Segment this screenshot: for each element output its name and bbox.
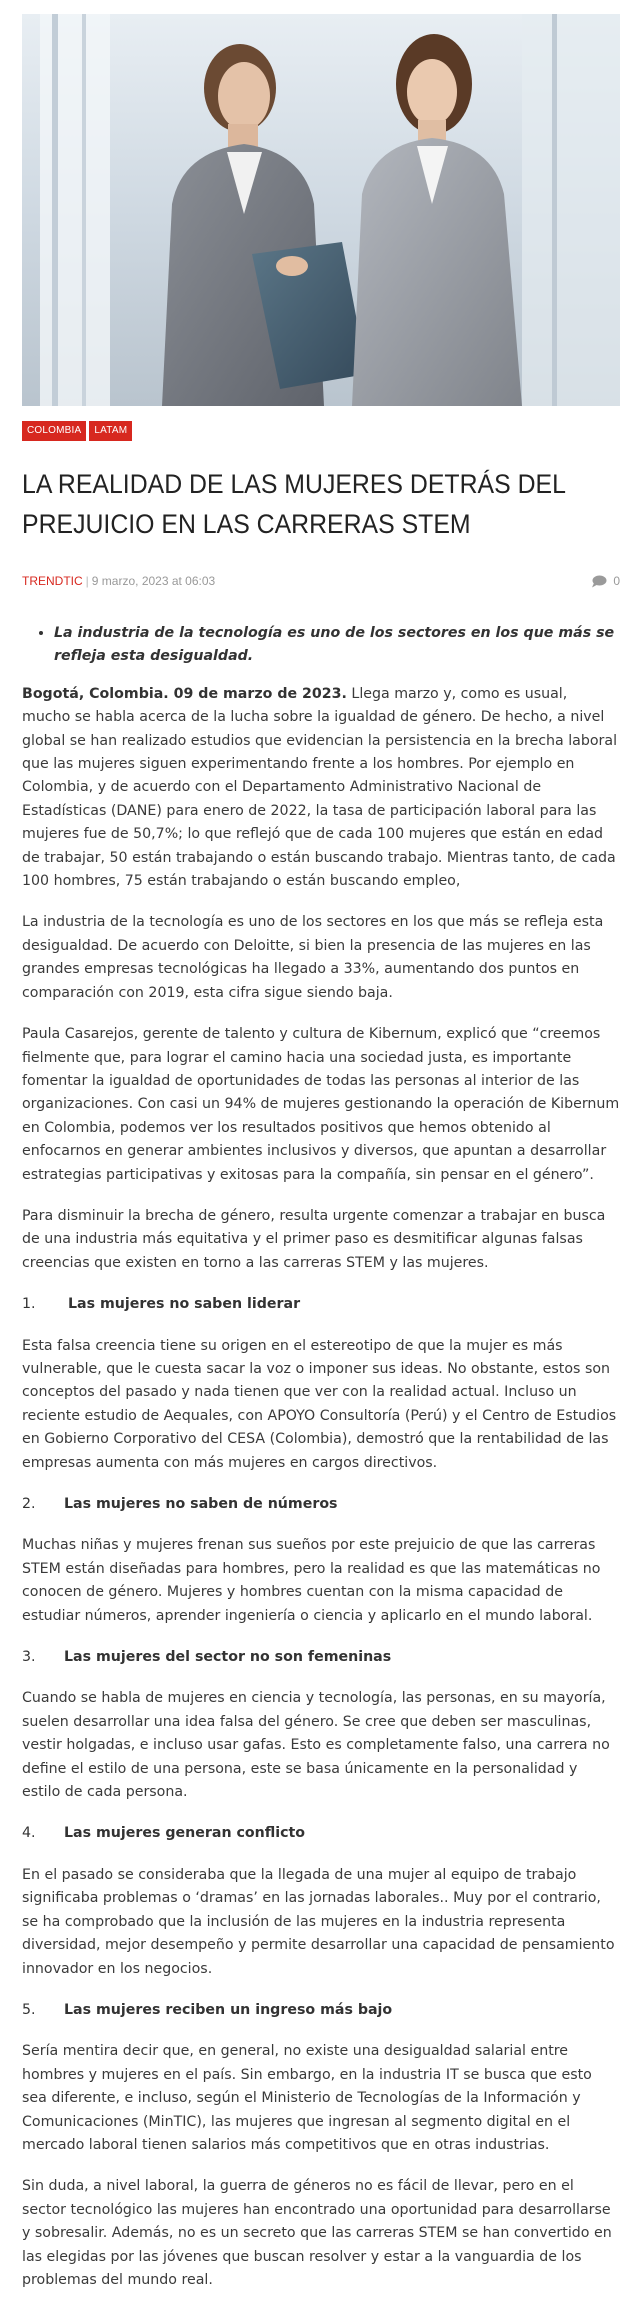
myth-title: Las mujeres generan conflicto <box>64 1825 306 1842</box>
hero-image <box>22 14 620 406</box>
myth-text-2: Muchas niñas y mujeres frenan sus sueños por este prejuicio de que las carreras STEM están diseñadas para hombres, pero la realidad es que las matemáticas no conocen de género. Mujeres y hombres cuentan con la misma capacidad de estudiar números, aprender ingeniería o ciencia y aplicarlo en el mundo laboral. <box>22 1537 601 1624</box>
dateline: Bogotá, Colombia. 09 de marzo de 2023. <box>22 685 347 702</box>
meta-separator: | <box>85 574 89 588</box>
myth-heading-3 <box>22 1646 620 1669</box>
paragraph-quote: Paula Casarejos, gerente de talento y cultura de Kibernum, explicó que “creemos fielmente que, para lograr el camino hacia una sociedad justa, es importante fomentar la igualdad de oportunidades de todas las personas al interior de las organizaciones. Con casi un 94% de mujeres gestionando la operación de Kibernum en Colombia, podemos ver los resultados positivos que hemos obtenido al enfocarnos en generar ambientes inclusivos y diversos, que apuntan a desarrollar estrategias participativas y exitosas para la compañía, sin pensar en el género”. <box>22 1026 620 1183</box>
myth-title: Las mujeres no saben de números <box>64 1496 338 1512</box>
myth-number: 5. <box>22 2001 36 2018</box>
article-title <box>22 464 574 544</box>
myth-heading-4 <box>22 1822 620 1845</box>
intro-paragraph <box>22 683 620 894</box>
title-line-2: PREJUICIO EN LAS CARRERAS STEM <box>22 509 471 539</box>
tag-latam[interactable]: LATAM <box>89 421 132 441</box>
highlight-item: • La industria de la tecnología es uno de los sectores en los que más se refleja esta desigualdad. <box>54 622 620 669</box>
myth-number: 2. <box>22 1496 36 1512</box>
article-meta <box>22 574 620 590</box>
tag-colombia[interactable]: COLOMBIA <box>22 421 86 441</box>
myth-heading-1 <box>22 1293 620 1316</box>
myth-text-3: Cuando se habla de mujeres en ciencia y tecnología, las personas, en su mayoría, suelen desarrollar una idea falsa del género. Se cree que deben ser masculinas, vestir holgadas, e incluso usar gafas. Esto es completamente falso, una carrera no define el estilo de una persona, este se basa únicamente en la personalidad y estilo de cada persona. <box>22 1690 610 1801</box>
author-link[interactable]: TRENDTIC <box>22 574 83 588</box>
myth-number: 3. <box>22 1649 36 1666</box>
comments-link[interactable] <box>591 574 620 588</box>
publish-date: 9 marzo, 2023 at 06:03 <box>91 574 216 588</box>
intro-text: Llega marzo y, como es usual, mucho se habla acerca de la lucha sobre la igualdad de género. De hecho, a nivel global se han realizado estudios que evidencian la persistencia en la brecha laboral que las mujeres siguen experimentando frente a los hombres. Por ejemplo en Colombia, y de acuerdo con el Departamento Administrativo Nacional de Estadísticas (DANE) para enero de 2022, la tasa de participación laboral para las mujeres fue de 50,7%; lo que reflejó que de cada 100 mujeres que están en edad de trabajar, 50 están trabajando o están buscando trabajo. Mientras tanto, de cada 100 hombres, 75 están trabajando o están buscando empleo, <box>22 685 618 890</box>
myth-text-1: Esta falsa creencia tiene su origen en el estereotipo de que la mujer es más vulnerable, que le cuesta sacar la voz o imponer sus ideas. No obstante, estos son conceptos del pasado y nada tienen que ver con la realidad actual. Incluso un reciente estudio de Aequales, con APOYO Consultoría (Perú) y el Centro de Estudios en Gobierno Corporativo del CESA (Colombia), demostró que la rentabilidad de las empresas aumenta con más mujeres en cargos directivos. <box>22 1337 617 1471</box>
myth-heading-5 <box>22 1999 620 2022</box>
closing-paragraph: Sin duda, a nivel laboral, la guerra de géneros no es fácil de llevar, pero en el sector tecnológico las mujeres han encontrado una oportunidad para desarrollarse y sobresalir. Además, no es un secreto que las carreras STEM se han convertido en las elegidas por las jóvenes que buscan resolver y estar a la vanguardia de los problemas del mundo real. <box>22 2178 612 2288</box>
myth-number: 4. <box>22 1825 36 1842</box>
myth-number: 1. <box>22 1296 36 1313</box>
comment-count: 0 <box>613 574 620 588</box>
myth-title: Las mujeres del sector no son femeninas <box>64 1649 392 1666</box>
myth-heading-2 <box>22 1493 620 1516</box>
myth-title: Las mujeres no saben liderar <box>68 1296 301 1313</box>
myth-text-4: En el pasado se consideraba que la llegada de una mujer al equipo de trabajo significaba problemas o ‘dramas’ en las jornadas laborales.. Muy por el contrario, se ha comprobado que la inclusión de las mujeres en la industria representa diversidad, mejor desempeño y permite desarrollar una capacidad de pensamiento innovador en los negocios. <box>22 1866 615 1977</box>
myth-text-5: Sería mentira decir que, en general, no existe una desigualdad salarial entre hombres y mujeres en el país. Sin embargo, en la industria IT se busca que esto sea diferente, e incluso, según el Ministerio de Tecnologías de la Información y Comunicaciones (MinTIC), las mujeres que ingresan al segmento digital en el mercado laboral tienen salarios más competitivos que en otras industrias. <box>22 2043 592 2153</box>
highlight-list <box>22 622 620 669</box>
article-body <box>22 622 620 2310</box>
category-tags <box>22 421 132 441</box>
paragraph-deloitte: La industria de la tecnología es uno de los sectores en los que más se refleja esta desigualdad. De acuerdo con Deloitte, si bien la presencia de las mujeres en las grandes empresas tecnológicas ha llegado a 33%, aumentando dos puntos en comparación con 2019, esta cifra sigue siendo baja. <box>22 914 604 1001</box>
paragraph-myths-intro: Para disminuir la brecha de género, resulta urgente comenzar a trabajar en busca de una industria más equitativa y el primer paso es desmitificar algunas falsas creencias que existen en torno a las carreras STEM y las mujeres. <box>22 1207 606 1271</box>
myth-title: Las mujeres reciben un ingreso más bajo <box>64 2001 393 2018</box>
comment-icon <box>591 575 607 588</box>
title-line-1: LA REALIDAD DE LAS MUJERES DETRÁS DEL <box>22 469 566 499</box>
